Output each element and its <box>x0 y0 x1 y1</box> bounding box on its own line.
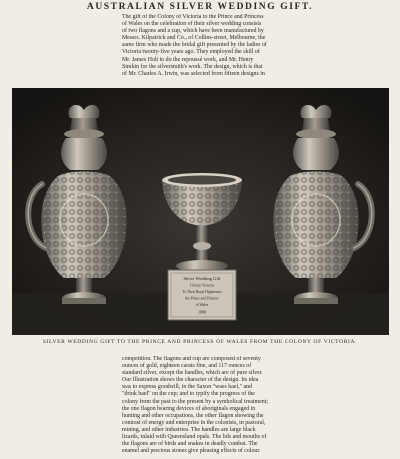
intro-text-column <box>122 14 380 85</box>
body-line: the flagons are of birds and snakes in deadly combat. The <box>122 441 258 448</box>
intro-line: of Mr. Charles A. Irwin, was selected from fifteen designs in <box>122 70 265 77</box>
body-line: hunting and other occupations, the other flagon showing the <box>122 412 264 419</box>
plaque-line: To Their Royal Highnesses <box>182 290 222 294</box>
intro-line: Simkin for the silversmith's work. The design, which is that <box>122 63 263 70</box>
plaque-line: of Wales <box>195 303 209 307</box>
body-line: standard silver, except the handles, which are of pure silver. <box>122 370 263 377</box>
plaque-line: the Prince and Princess <box>185 296 219 301</box>
body-line: contrast of energy and enterprise in the colonists, in pastoral, <box>122 419 266 426</box>
plaque-line: Silver Wedding Gift <box>183 276 221 281</box>
body-line: was to express goodwill, in the Saxon "waes hael," and <box>122 384 252 391</box>
body-line: "drink hael" on the cup; and to typify the progress of the <box>122 391 255 398</box>
plaque-line: Colony Victoria <box>189 283 215 288</box>
intro-line: of two flagons and a cup, which have been manufactured by <box>122 28 264 35</box>
article-title: AUSTRALIAN SILVER WEDDING GIFT. <box>86 2 314 12</box>
body-line: the one flagon bearing devices of aboriginals engaged in <box>122 405 256 412</box>
body-line: mining, and other industries. The handles are large black <box>122 426 256 433</box>
body-line: colony from the past to the present by a symbolical treatment; <box>122 398 268 405</box>
inscription-plaque <box>168 270 236 320</box>
intro-line: Mr. James Holt to do the repoussé work, and Mr. Henry <box>122 56 254 63</box>
intro-line: The gift of the Colony of Victoria to the Prince and Princess <box>122 14 264 20</box>
intro-line: same firm who made the bridal gift presented by the ladies of <box>122 42 267 49</box>
plaque-line: 1888 <box>198 309 206 315</box>
engraving-photo <box>12 88 389 335</box>
intro-line: of Wales on the celebration of their silver wedding consists <box>122 21 262 28</box>
body-line: competition. The flagons and cup are composed of seventy <box>122 356 261 362</box>
intro-line: Victoria twenty-five years ago. They employed the skill of <box>122 49 260 56</box>
body-line: ounces of gold, eighteen carats fine, and 117 ounces of <box>122 363 252 370</box>
continued-text-column <box>122 356 380 456</box>
body-line: lizards, inlaid with Queensland opals. The lids and mouths of <box>122 434 267 441</box>
body-line: enamel and precious stones give pleasing effects of colour. <box>122 448 261 455</box>
silver-gift-illustration <box>12 88 389 335</box>
intro-line: Messrs. Kilpatrick and Co., of Collins-street, Melbourne, the <box>122 35 266 42</box>
body-line: Our Illustration shows the character of the design. Its idea <box>122 377 259 384</box>
photo-caption: SILVER WEDDING GIFT TO THE PRINCE AND PRINCESS OF WALES FROM THE COLONY OF VICTORIA. <box>42 339 358 345</box>
